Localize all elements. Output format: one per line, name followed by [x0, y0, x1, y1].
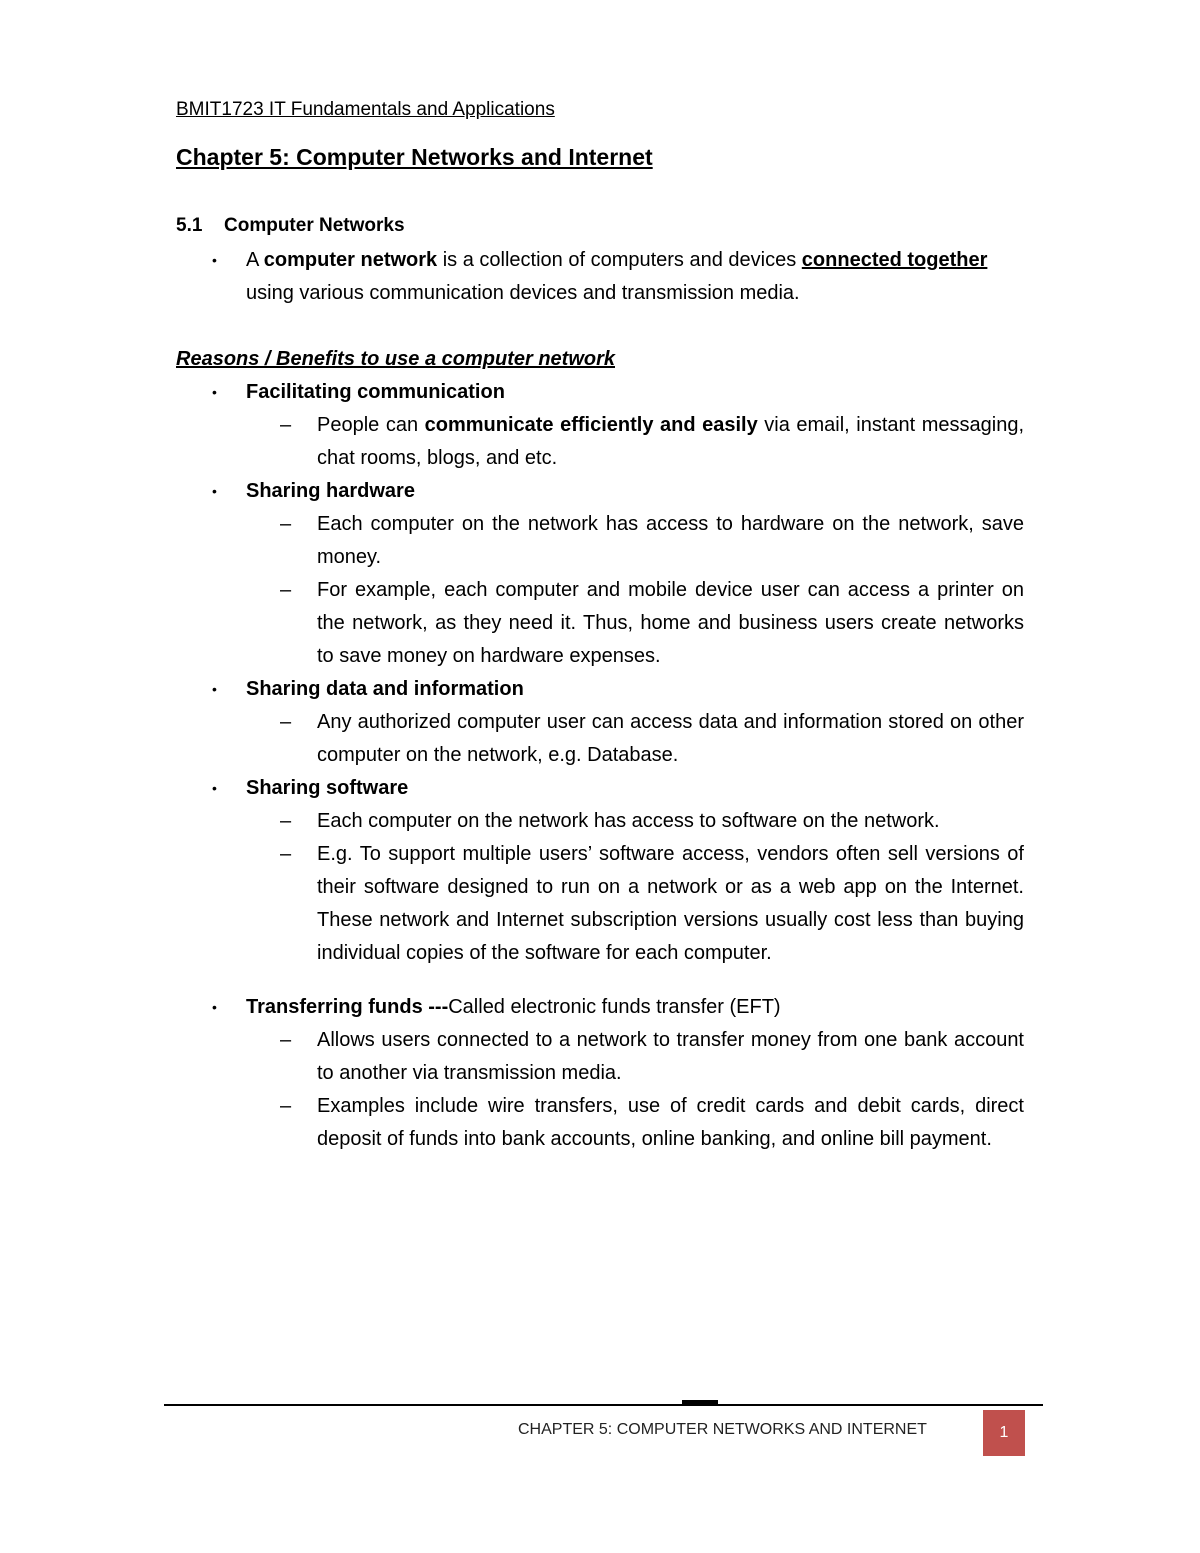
dash-icon: –	[280, 414, 292, 436]
course-header: BMIT1723 IT Fundamentals and Applications	[176, 99, 555, 120]
detail-text: via email, instant messaging, chat rooms, blogs, and etc.	[317, 414, 1025, 469]
benefit-detail	[176, 838, 1024, 970]
benefit-data	[176, 673, 1024, 706]
benefit-title: Sharing software	[246, 777, 409, 799]
detail-text: People can	[317, 414, 425, 436]
benefit-title: Transferring funds ---	[246, 996, 449, 1018]
benefit-detail	[176, 1024, 1024, 1090]
footer-divider	[164, 1404, 1043, 1406]
benefit-detail	[176, 409, 1024, 475]
dash-icon: –	[280, 579, 292, 601]
dash-icon: –	[280, 711, 292, 733]
section-heading	[176, 215, 405, 237]
bullet-icon: •	[212, 483, 217, 499]
definition-block	[176, 244, 1024, 310]
bullet-icon: •	[212, 780, 217, 796]
detail-text: Each computer on the network has access to hardware on the network, save money.	[317, 513, 1024, 568]
benefit-detail	[176, 508, 1024, 574]
detail-text: Allows users connected to a network to transfer money from one bank account to another via transmission media.	[317, 1029, 1024, 1084]
benefit-title: Facilitating communication	[246, 381, 505, 403]
benefit-hardware	[176, 475, 1024, 508]
reasons-heading: Reasons / Benefits to use a computer network	[176, 348, 615, 370]
benefit-detail	[176, 574, 1024, 673]
chapter-title: Chapter 5: Computer Networks and Internet	[176, 144, 653, 170]
benefit-communication	[176, 376, 1024, 409]
detail-text: E.g. To support multiple users’ software access, vendors often sell versions of their software designed to run on a network or as a web app on the Internet. These network and Internet subscription versions usually cost less than buying individual copies of the software for each computer.	[317, 843, 1024, 964]
definition-text-pre: A	[246, 249, 264, 271]
dash-icon: –	[280, 1029, 292, 1051]
dash-icon: –	[280, 1095, 292, 1117]
benefits-section	[176, 343, 1024, 970]
detail-text: Examples include wire transfers, use of credit cards and debit cards, direct deposit of funds into bank accounts, online banking, and online bill payment.	[317, 1095, 1024, 1150]
detail-emphasis: communicate efficiently and easily	[424, 414, 758, 436]
benefit-software	[176, 772, 1024, 805]
dash-icon: –	[280, 810, 292, 832]
section-number: 5.1	[176, 215, 203, 236]
footer-chapter-title: CHAPTER 5: COMPUTER NETWORKS AND INTERNET	[518, 1421, 927, 1438]
funds-section	[176, 991, 1024, 1156]
definition-bullet	[176, 244, 1024, 310]
dash-icon: –	[280, 843, 292, 865]
definition-text-post: using various communication devices and transmission media.	[246, 282, 800, 304]
detail-text: Any authorized computer user can access data and information stored on other computer on the network, e.g. Database.	[317, 711, 1024, 766]
bullet-icon: •	[212, 252, 217, 268]
bullet-icon: •	[212, 999, 217, 1015]
detail-text: For example, each computer and mobile device user can access a printer on the network, as they need it. Thus, home and business users create networks to save money on hardware expenses.	[317, 579, 1024, 667]
benefit-funds	[176, 991, 1024, 1024]
bullet-icon: •	[212, 681, 217, 697]
page-number: 1	[983, 1410, 1025, 1456]
benefit-detail	[176, 706, 1024, 772]
benefit-title: Sharing data and information	[246, 678, 524, 700]
detail-text: Each computer on the network has access to software on the network.	[317, 810, 940, 832]
benefit-title: Sharing hardware	[246, 480, 415, 502]
section-title: Computer Networks	[224, 215, 405, 236]
benefit-title-rest: Called electronic funds transfer (EFT)	[448, 996, 781, 1018]
bullet-icon: •	[212, 384, 217, 400]
definition-text-mid: is a collection of computers and devices	[437, 249, 802, 271]
definition-emphasis: connected together	[801, 249, 988, 271]
dash-icon: –	[280, 513, 292, 535]
definition-term: computer network	[263, 249, 438, 271]
benefit-detail	[176, 1090, 1024, 1156]
benefit-detail	[176, 805, 1024, 838]
